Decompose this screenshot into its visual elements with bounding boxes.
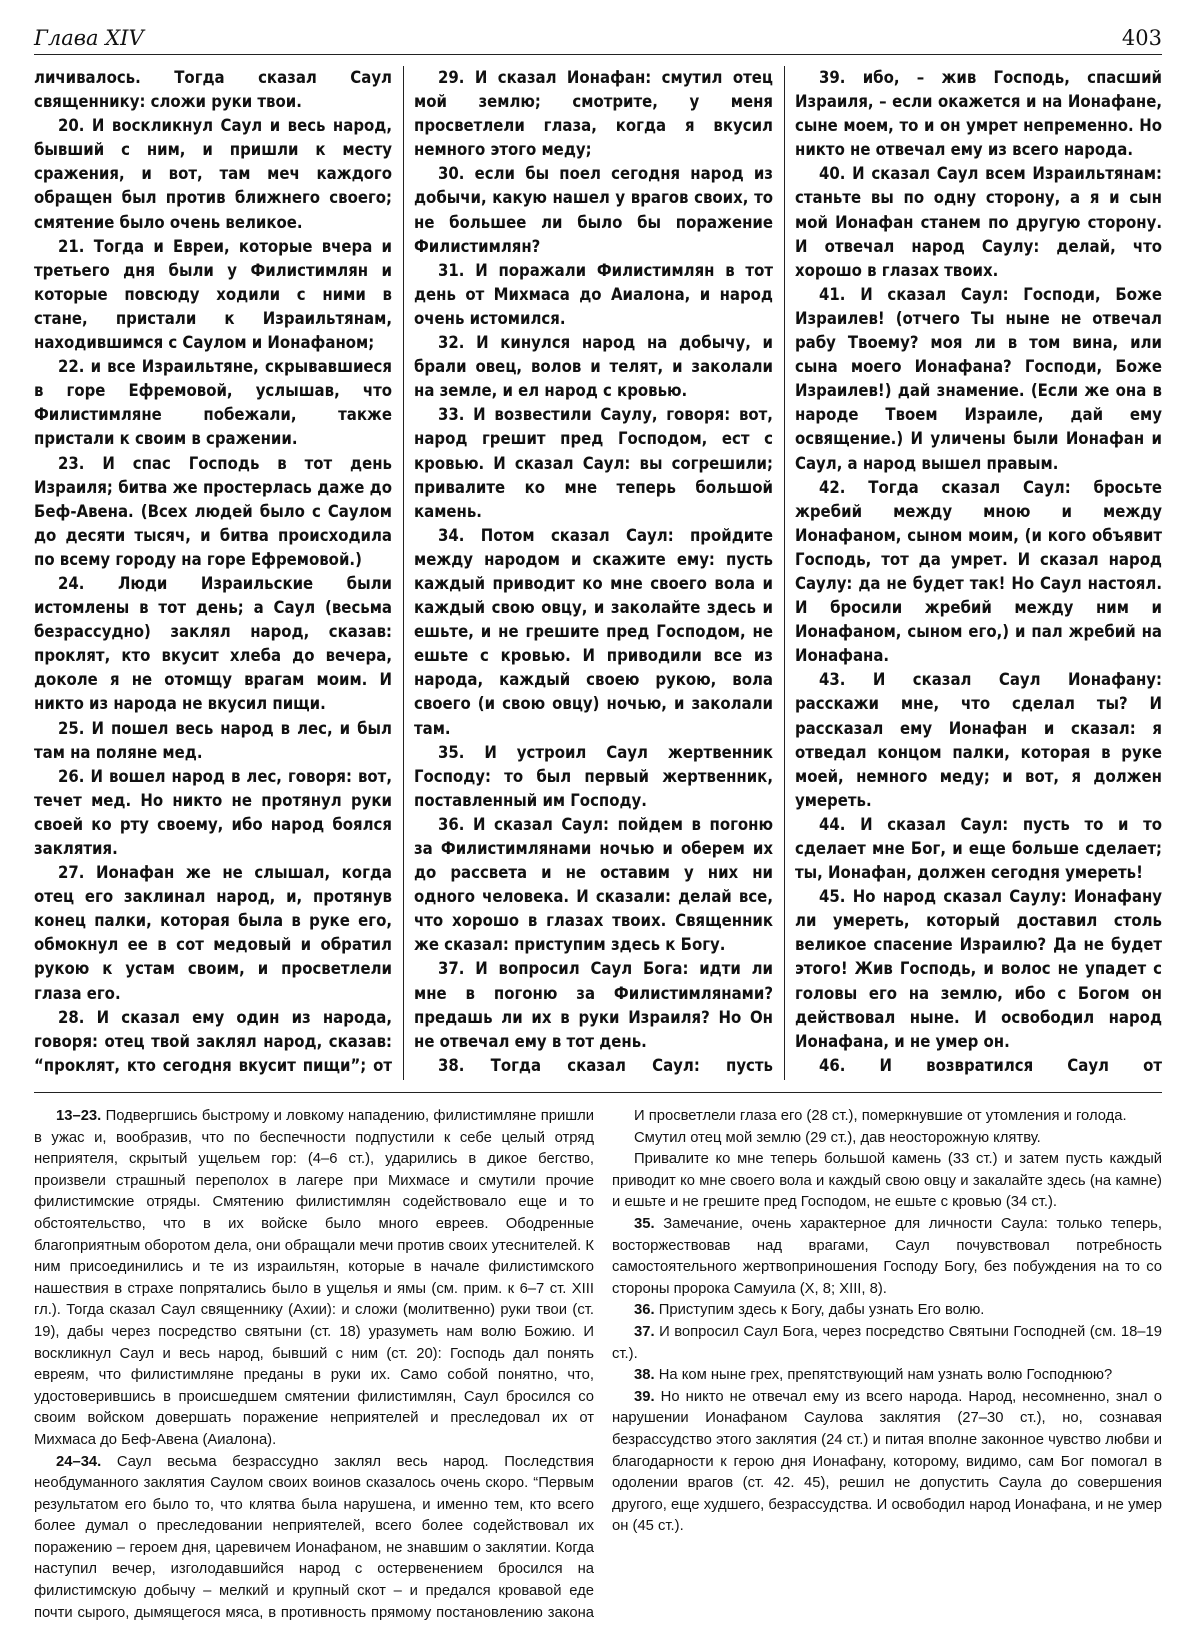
column-rule: [784, 66, 785, 1080]
column-rule: [403, 66, 404, 1080]
verse-29: 29. И сказал Ионафан: смутил отец мой землю; смотрите, у меня просветлели глаза, когда я вкусил немного этого меду;: [414, 68, 773, 160]
verse-31: 31. И поражали Филистимлян в тот день от Михмаса до Аиалона, и народ очень истомился.: [414, 260, 773, 328]
verse-34: 34. Потом сказал Саул: пройдите между народом и скажите ему: пусть каждый приводит ко мне своего вола и каждый свою овцу, и заколайте здесь и ешьте, и не грешите пред Господом, не ешьте с кровью. И приводили все из народа, каждый своею рукою, вола своего (и свою овцу) ночью, и заколали там.: [414, 525, 773, 738]
scripture-column-3: [795, 66, 1162, 1080]
verse-19-end: личивалось. Тогда сказал Саул священнику: сложи руки твои.: [34, 68, 392, 112]
note-28: И просветлели глаза его (28 ст.), померкнувшие от утомления и голода.: [634, 1108, 1127, 1124]
scripture-column-1: [34, 66, 392, 1080]
scripture-column-2: [414, 66, 773, 1080]
verse-45: 45. Но народ сказал Саулу: Ионафану ли умереть, который доставил столь великое спасение Израилю? Да не будет этого! Жив Господь, и волос не упадет с головы его на землю, ибо с Богом он действовал ныне. И освободил народ Ионафана, и не умер он.: [795, 887, 1162, 1051]
note-29: Смутил отец мой землю (29 ст.), дав неосторожную клятву.: [634, 1129, 1041, 1146]
note-38: 38. На ком ныне грех, препятствующий нам узнать волю Господнюю?: [634, 1367, 1113, 1384]
note-33-34: Привалите ко мне теперь большой камень (33 ст.) и затем пусть каждый приводит ко мне своего вола и каждый свою овцу и закалайте здесь (на камне) и ешьте и не грешите пред Господом, не ешьте с кровью (34 ст.).: [612, 1151, 1162, 1211]
page-number: 403: [1121, 26, 1162, 50]
chapter-title: Глава XIV: [34, 26, 144, 50]
verse-44: 44. И сказал Саул: пусть то и то сделает мне Бог, и еще больше сделает; ты, Ионафан, должен сегодня умереть!: [795, 814, 1162, 883]
verse-38: 38. Тогда сказал Саул: пусть: [438, 1055, 773, 1075]
verse-46: 46. И возвратился Саул от: [819, 1055, 1162, 1075]
running-head: [34, 22, 1162, 55]
verse-23: 23. И спас Господь в тот день Израиля; битва же простерлась даже до Беф-Авена. (Всех людей было с Саулом до десяти тысяч, и битва происходила по всему городу на горе Ефремовой.): [34, 453, 392, 569]
verse-37: 37. И вопросил Саул Бога: идти ли мне в погоню за Филистимлянами? предашь ли их в руки Израиля? Но Он не отвечал ему в тот день.: [414, 959, 773, 1051]
verse-27: 27. Ионафан же не слышал, когда отец его заклинал народ, и, протянув конец палки, которая была в руке его, обмокнул ее в сот медовый и обратил рукою к устам своим, и просветлели глаза его.: [34, 863, 392, 1003]
note-39: 39. Но никто не отвечал ему из всего народа. Народ, несомненно, знал о нарушении Ионафаном Саулова заклятия (27–30 ст.), но, сознавая безрассудство этого заклятия (24 ст.) и питая вполне законное чувство любви и благодарности к герою дня Ионафану, которому, видимо, сам Бог помогал в одолении врагов (ст. 42. 45), решил не допустить Саула до совершения другого, еще худшего, безрассудства. И освободил народ Ионафана, и не умер он (45 ст.).: [612, 1388, 1162, 1535]
notes-divider: [34, 1092, 1162, 1093]
verse-24: 24. Люди Израильские были истомлены в тот день; а Саул (весьма безрассудно) заклял народ, сказав: проклят, кто вкусит хлеба до вечера, доколе я не отомщу врагам моим. И никто из народа не вкусил пищи.: [34, 573, 392, 714]
commentary-column-1: [34, 1106, 594, 1626]
verse-39: 39. ибо, – жив Господь, спасший Израиля, – если окажется и на Ионафане, сыне моем, то и он умрет непременно. Но никто не отвечал ему из всего народа.: [795, 68, 1162, 160]
note-24-34: 24–34. Саул весьма безрассудно заклял весь народ. Последствия необдуманного заклятия Саулом своих воинов сказалось очень скоро. “Первым результатом его было то, что клятва была нарушена, и именно тем, кто всего более думал о преследовании неприятелей, всего более содействовал их поражению – героем дня, царевичем Ионафаном, не знавшим о заклятии. Когда наступил вечер, изголодавшийся народ с остервенением бросился на филистимскую добычу – мелкий и крупный скот – и предался кровавой еде почти сырого, дымящегося мяса, в противность прямому постановлению закона: [34, 1453, 594, 1621]
verse-30: 30. если бы поел сегодня народ из добычи, какую нашел у врагов своих, то не большее ли было бы поражение Филистимлян?: [414, 164, 773, 256]
verse-36: 36. И сказал Саул: пойдем в погоню за Филистимлянами ночью и оберем их до рассвета и не оставим у них ни одного человека. И сказали: делай все, что хорошо в глазах твоих. Священник же сказал: приступим здесь к Богу.: [414, 814, 773, 955]
verse-22: 22. и все Израильтяне, скрывавшиеся в горе Ефремовой, услышав, что Филистимляне побежали, также пристали к своим в сражении.: [34, 357, 392, 449]
note-35: 35. Замечание, очень характерное для личности Саула: только теперь, восторжествовав над врагами, Саул почувствовал потребность самостоятельного жертвоприношения Господу Богу, без побуждения на то со стороны пророка Самуила (X, 8; XIII, 8).: [612, 1215, 1162, 1297]
verse-25: 25. И пошел весь народ в лес, и был там на поляне мед.: [34, 718, 392, 762]
verse-35: 35. И устроил Саул жертвенник Господу: то был первый жертвенник, поставленный им Господу.: [414, 742, 773, 810]
verse-43: 43. И сказал Саул Ионафану: расскажи мне, что сделал ты? И рассказал ему Ионафан и сказал: я отведал концом палки, которая в руке моей, немного меду; и вот, я должен умереть.: [795, 670, 1162, 810]
note-37: 37. И вопросил Саул Бога, через посредство Святыни Господней (см. 18–19 ст.).: [612, 1323, 1162, 1362]
note-13-23: 13–23. Подвергшись быстрому и ловкому нападению, филистимляне пришли в ужас и, вообразив, что по беспечности подпустили к себе целый отряд неприятеля, скрытый ущельем гор: (4–6 ст.), ударились в дикое бегство, произвели страшный переполох в лагере при Михмасе и смутили прочие филистимские отряды. Смятению филистимлян содействовало еще и то обстоятельство, что в их войске было много евреев. Ободренные благоприятным оборотом дела, они обращали мечи против своих утеснителей. К ним присоединились и те из израильтян, которые в начале филистимского нашествия в страхе попрятались было в ущелья и ямы (см. прим. к 6–7 ст. XIII гл.). Тогда сказал Саул священнику (Ахии): и сложи (молитвенно) руки твои (ст. 19), дабы через посредство святыни (ст. 18) уразуметь нам волю Божию. И воскликнул Саул и весь народ, бывший с ним (ст. 20): Господь дал понять евреям, что филистимляне преданы в руки их. Само собой понятно, что, удостоверившись в происшедшем смятении филистимлян, Саул бросился со своим войском довершать поражение неприятелей и преследовал их от Михмаса до Беф-Авена (Аиалона).: [34, 1108, 594, 1448]
verse-28: 28. И сказал ему один из народа, говоря: отец твой заклял народ, сказав: “проклят, кто сегодня вкусит пищи”; от: [34, 1007, 392, 1075]
verse-21: 21. Тогда и Евреи, которые вчера и третьего дня были у Филистимлян и которые повсюду ходили с ними в стане, пристали к Израильтянам, находившимся с Саулом и Ионафаном;: [34, 236, 392, 353]
verse-20: 20. И воскликнул Саул и весь народ, бывший с ним, и пришли к месту сражения, и вот, там меч каждого обращен был против ближнего своего; смятение было очень великое.: [34, 116, 392, 232]
verse-40: 40. И сказал Саул всем Израильтянам: станьте вы по одну сторону, а я и сын мой Ионафан станем по другую сторону. И отвечал народ Саулу: делай, что хорошо в глазах твоих.: [795, 164, 1162, 280]
verse-26: 26. И вошел народ в лес, говоря: вот, течет мед. Но никто не протянул руки своей ко рту своему, ибо народ боялся заклятия.: [34, 766, 392, 858]
note-36: 36. Приступим здесь к Богу, дабы узнать Его волю.: [634, 1302, 985, 1319]
verse-32: 32. И кинулся народ на добычу, и брали овец, волов и телят, и заколали на земле, и ел народ с кровью.: [414, 333, 773, 401]
commentary-column-2: [612, 1106, 1162, 1626]
verse-33: 33. И возвестили Саулу, говоря: вот, народ грешит пред Господом, ест с кровью. И сказал Саул: вы согрешили; привалите ко мне теперь большой камень.: [414, 405, 773, 521]
verse-42: 42. Тогда сказал Саул: бросьте жребий между мною и между Ионафаном, сыном моим, (и кого объявит Господь, тот да умрет. И сказал народ Саулу: да не будет так! Но Саул настоял. И бросили жребий между ним и Ионафаном, сыном его,) и пал жребий на Ионафана.: [795, 477, 1162, 666]
verse-41: 41. И сказал Саул: Господи, Боже Израилев! (отчего Ты ныне не отвечал рабу Твоему? моя ли в том вина, или сына моего Ионафана? Господи, Боже Израилев!) дай знамение. (Если же она в народе Твоем Израиле, дай ему освящение.) И уличены были Ионафан и Саул, а народ вышел правым.: [795, 284, 1162, 473]
